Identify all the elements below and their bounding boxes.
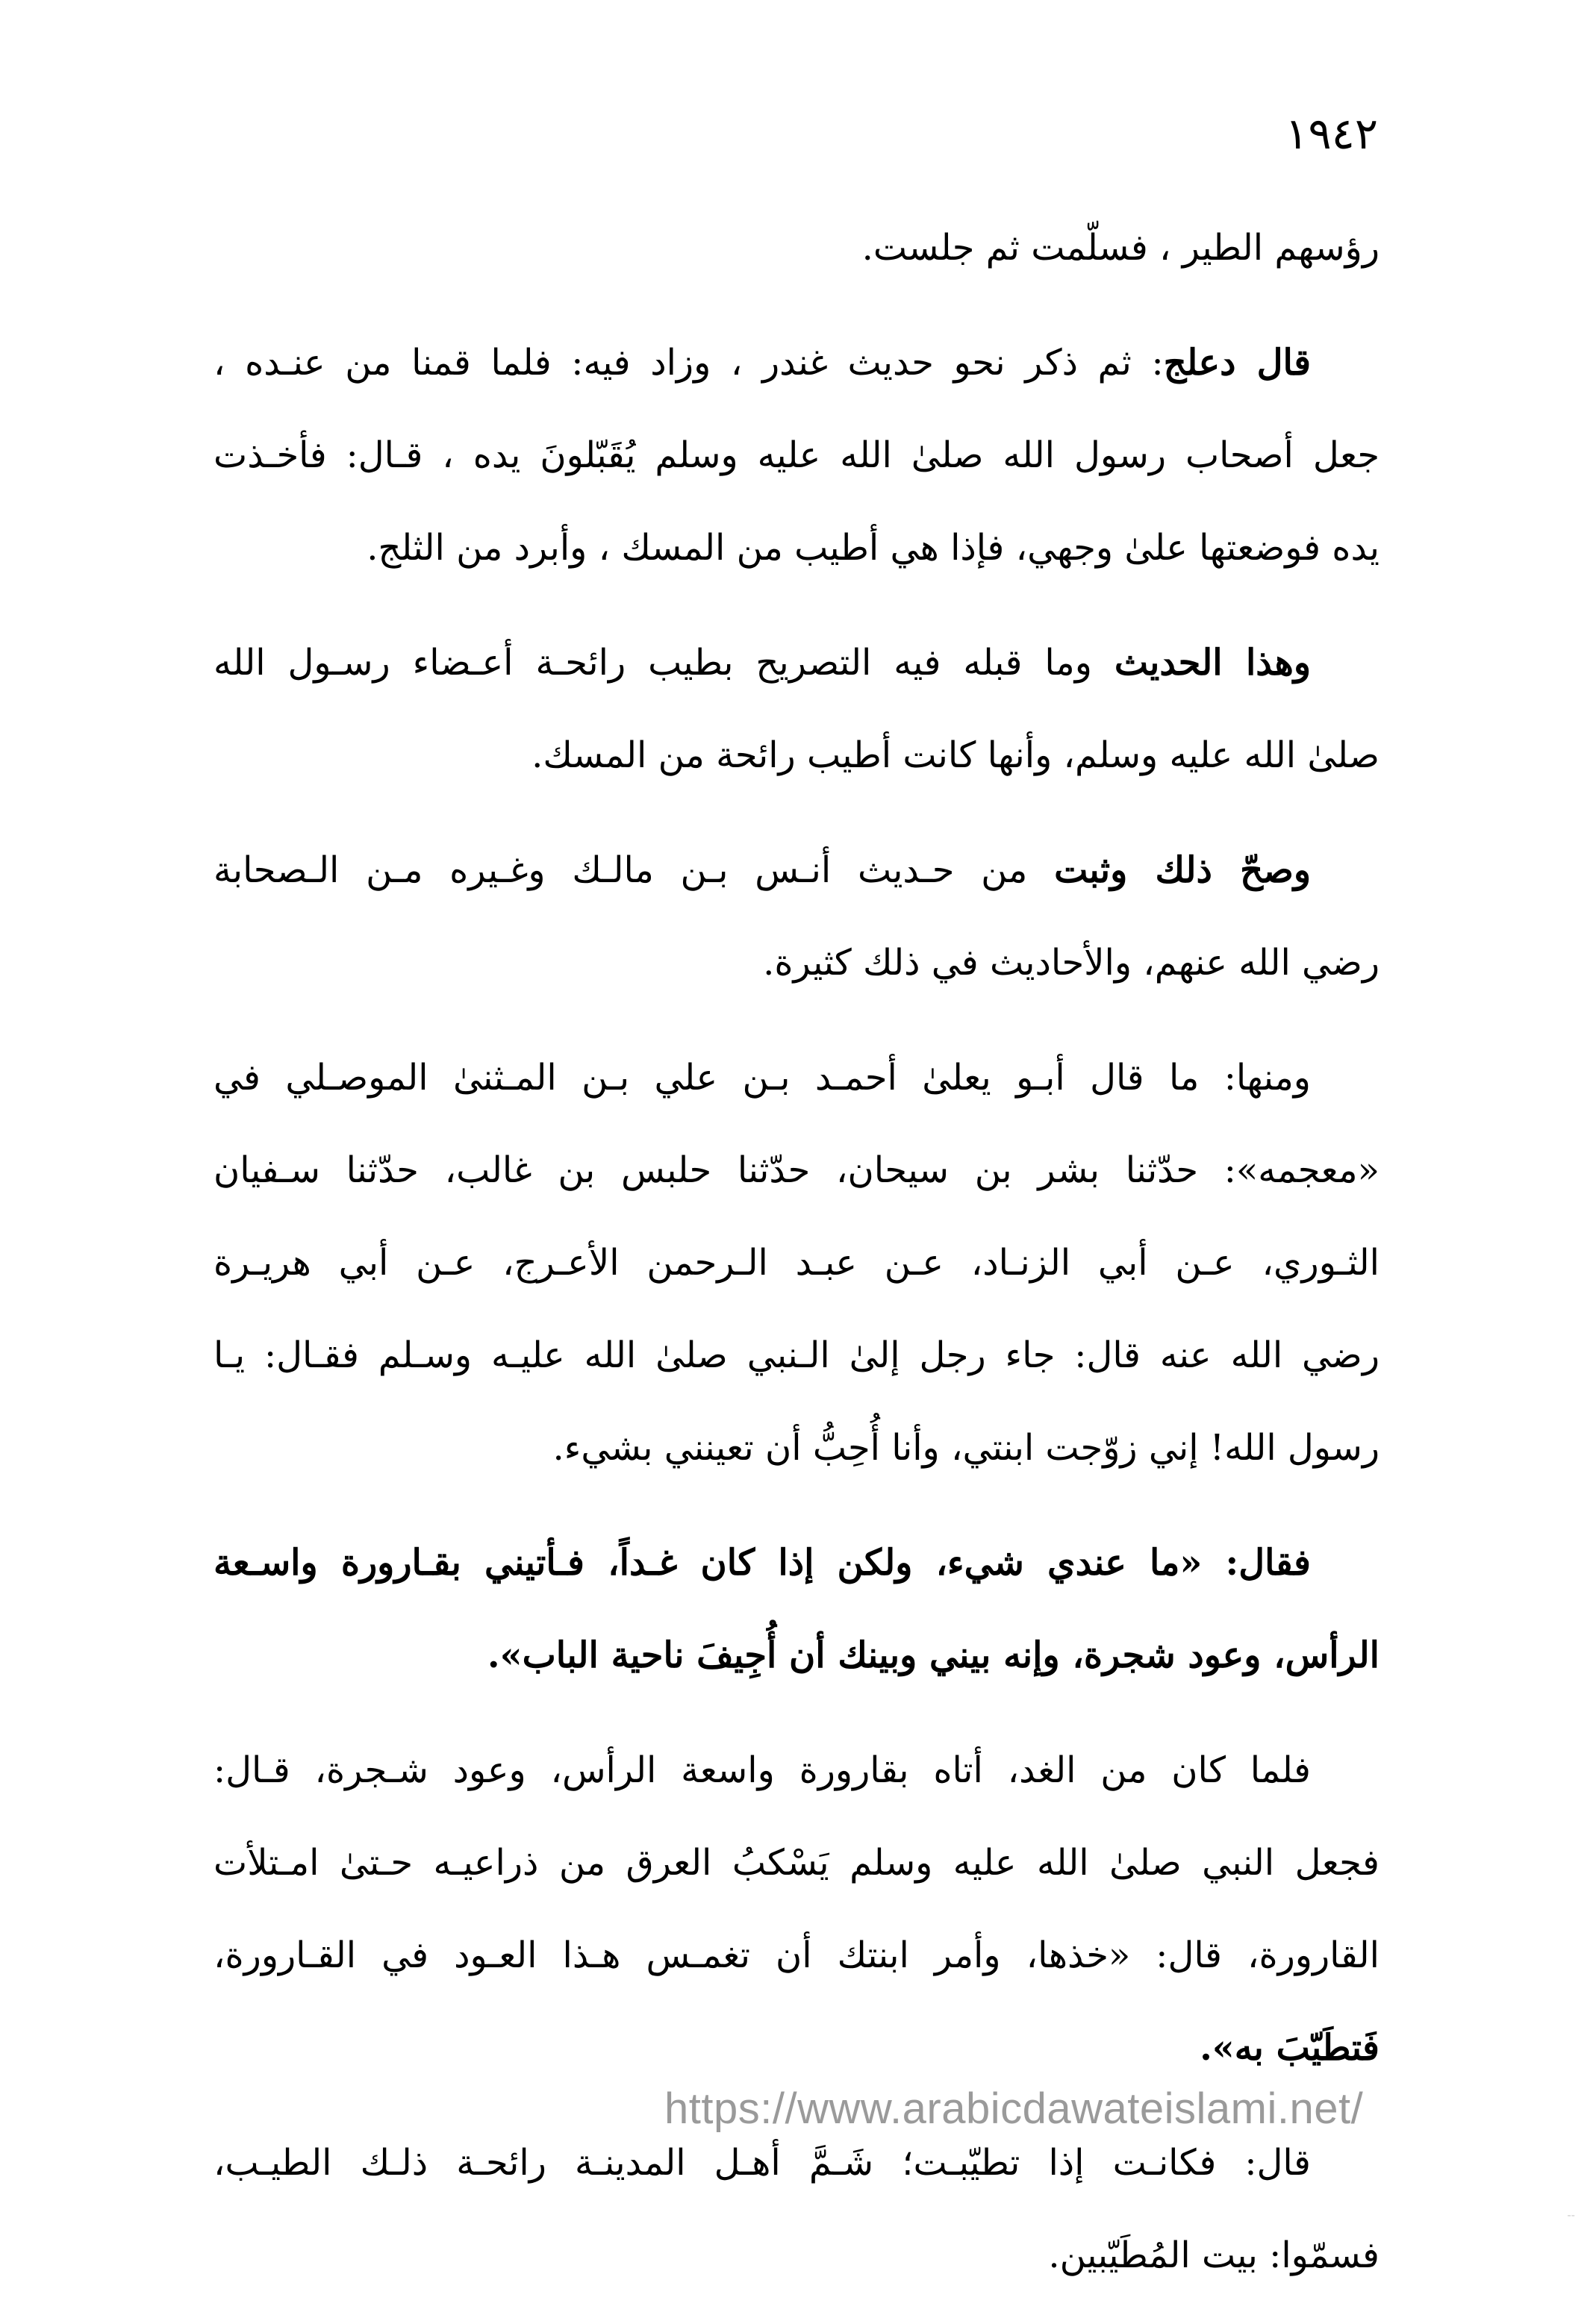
text-line: فَتطَيّبَ به». (1200, 2027, 1380, 2069)
paragraph-5 (213, 1031, 1380, 1494)
paragraph-4 (213, 824, 1380, 1009)
text-line: رضي الله عنهم، والأحاديث في ذلك كثيرة. (763, 942, 1380, 984)
text-line: القارورة، قال: «خذها، وأمر ابنتك أن تغمـس هـذا العـود في القـارورة، (213, 1934, 1380, 1976)
text-line: يده فوضعتها علىٰ وجهي، فإذا هي أطيب من المسك ، وأبرد من الثلج. (367, 527, 1380, 569)
text-line (213, 616, 1380, 709)
text-run: : ثم ذكر نحو حديث غندر ، وزاد فيه: فلما قمنا من عنـده ، (213, 342, 1164, 384)
paragraph-7 (213, 1724, 1380, 2094)
text-line: فجعل النبي صلىٰ الله عليه وسلم يَسْكبُ العرق من ذراعيـه حـتىٰ امـتلأت (213, 1842, 1380, 1884)
text-line: ومنها: ما قال أبـو يعلىٰ أحمـد بـن علي بـن المـثنىٰ الموصـلي في (213, 1057, 1311, 1099)
text-run: من حـديث أنـس بـن مالـك وغـيره مـن الـصحابة (213, 849, 1055, 891)
text-line: قال: فكانـت إذا تطيّبـت؛ شَـمَّ أهـل المدينـة رائحـة ذلـك الطيـب، (213, 2142, 1311, 2184)
paragraph-2 (213, 316, 1380, 594)
text-line: جعل أصحاب رسول الله صلىٰ الله عليه وسلم يُقَبّلونَ يده ، قـال: فأخـذت (213, 434, 1380, 476)
text-line: فقال: «ما عندي شيء، ولكن إذا كان غـداً، فـأتيني بقـارورة واسـعة (213, 1542, 1311, 1584)
paragraph-3 (213, 616, 1380, 802)
text-line: فسمّوا: بيت المُطَيّبين. (1048, 2234, 1380, 2276)
bold-lead: قال دعلج (1163, 342, 1312, 384)
text-line: الثـوري، عـن أبي الزنـاد، عـن عبـد الـرحمن الأعـرج، عـن أبي هريـرة (213, 1242, 1380, 1284)
watermark-url: https://www.arabicdawateislami.net/ (664, 2084, 1364, 2133)
page-body (213, 202, 1380, 2324)
corner-mark: -- (1567, 2209, 1575, 2222)
bold-lead: وهذا الحديث (1114, 642, 1311, 684)
text-run: وما قبله فيه التصريح بطيب رائحـة أعـضاء رسـول الله (213, 642, 1115, 684)
text-line: صلىٰ الله عليه وسلم، وأنها كانت أطيب رائحة من المسك. (531, 734, 1380, 776)
text-line: رؤسهم الطير ، فسلّمت ثم جلست. (861, 227, 1380, 269)
paragraph-6 (213, 1516, 1380, 1702)
text-line: رضي الله عنه قال: جاء رجل إلىٰ الـنبي صلىٰ الله عليـه وسـلم فقـال: يـا (213, 1334, 1380, 1376)
text-line (213, 316, 1380, 409)
paragraph-8 (213, 2117, 1380, 2302)
text-line: فلما كان من الغد، أتاه بقارورة واسعة الرأس، وعود شـجرة، قـال: (213, 1749, 1311, 1791)
bold-lead: وصحّ ذلك وثبت (1054, 849, 1312, 891)
text-line: «معجمه»: حدّثنا بشر بن سيحان، حدّثنا حلبس بن غالب، حدّثنا سـفيان (213, 1149, 1380, 1191)
page-number: ١٩٤٢ (1285, 108, 1378, 159)
text-line (213, 824, 1380, 916)
paragraph-1 (213, 202, 1380, 294)
text-line: رسول الله! إني زوّجت ابنتي، وأنا أُحِبُّ أن تعينني بشيء. (552, 1427, 1380, 1469)
text-line: الرأس، وعود شجرة، وإنه بيني وبينك أن أُجِيفَ ناحية الباب». (487, 1634, 1380, 1676)
